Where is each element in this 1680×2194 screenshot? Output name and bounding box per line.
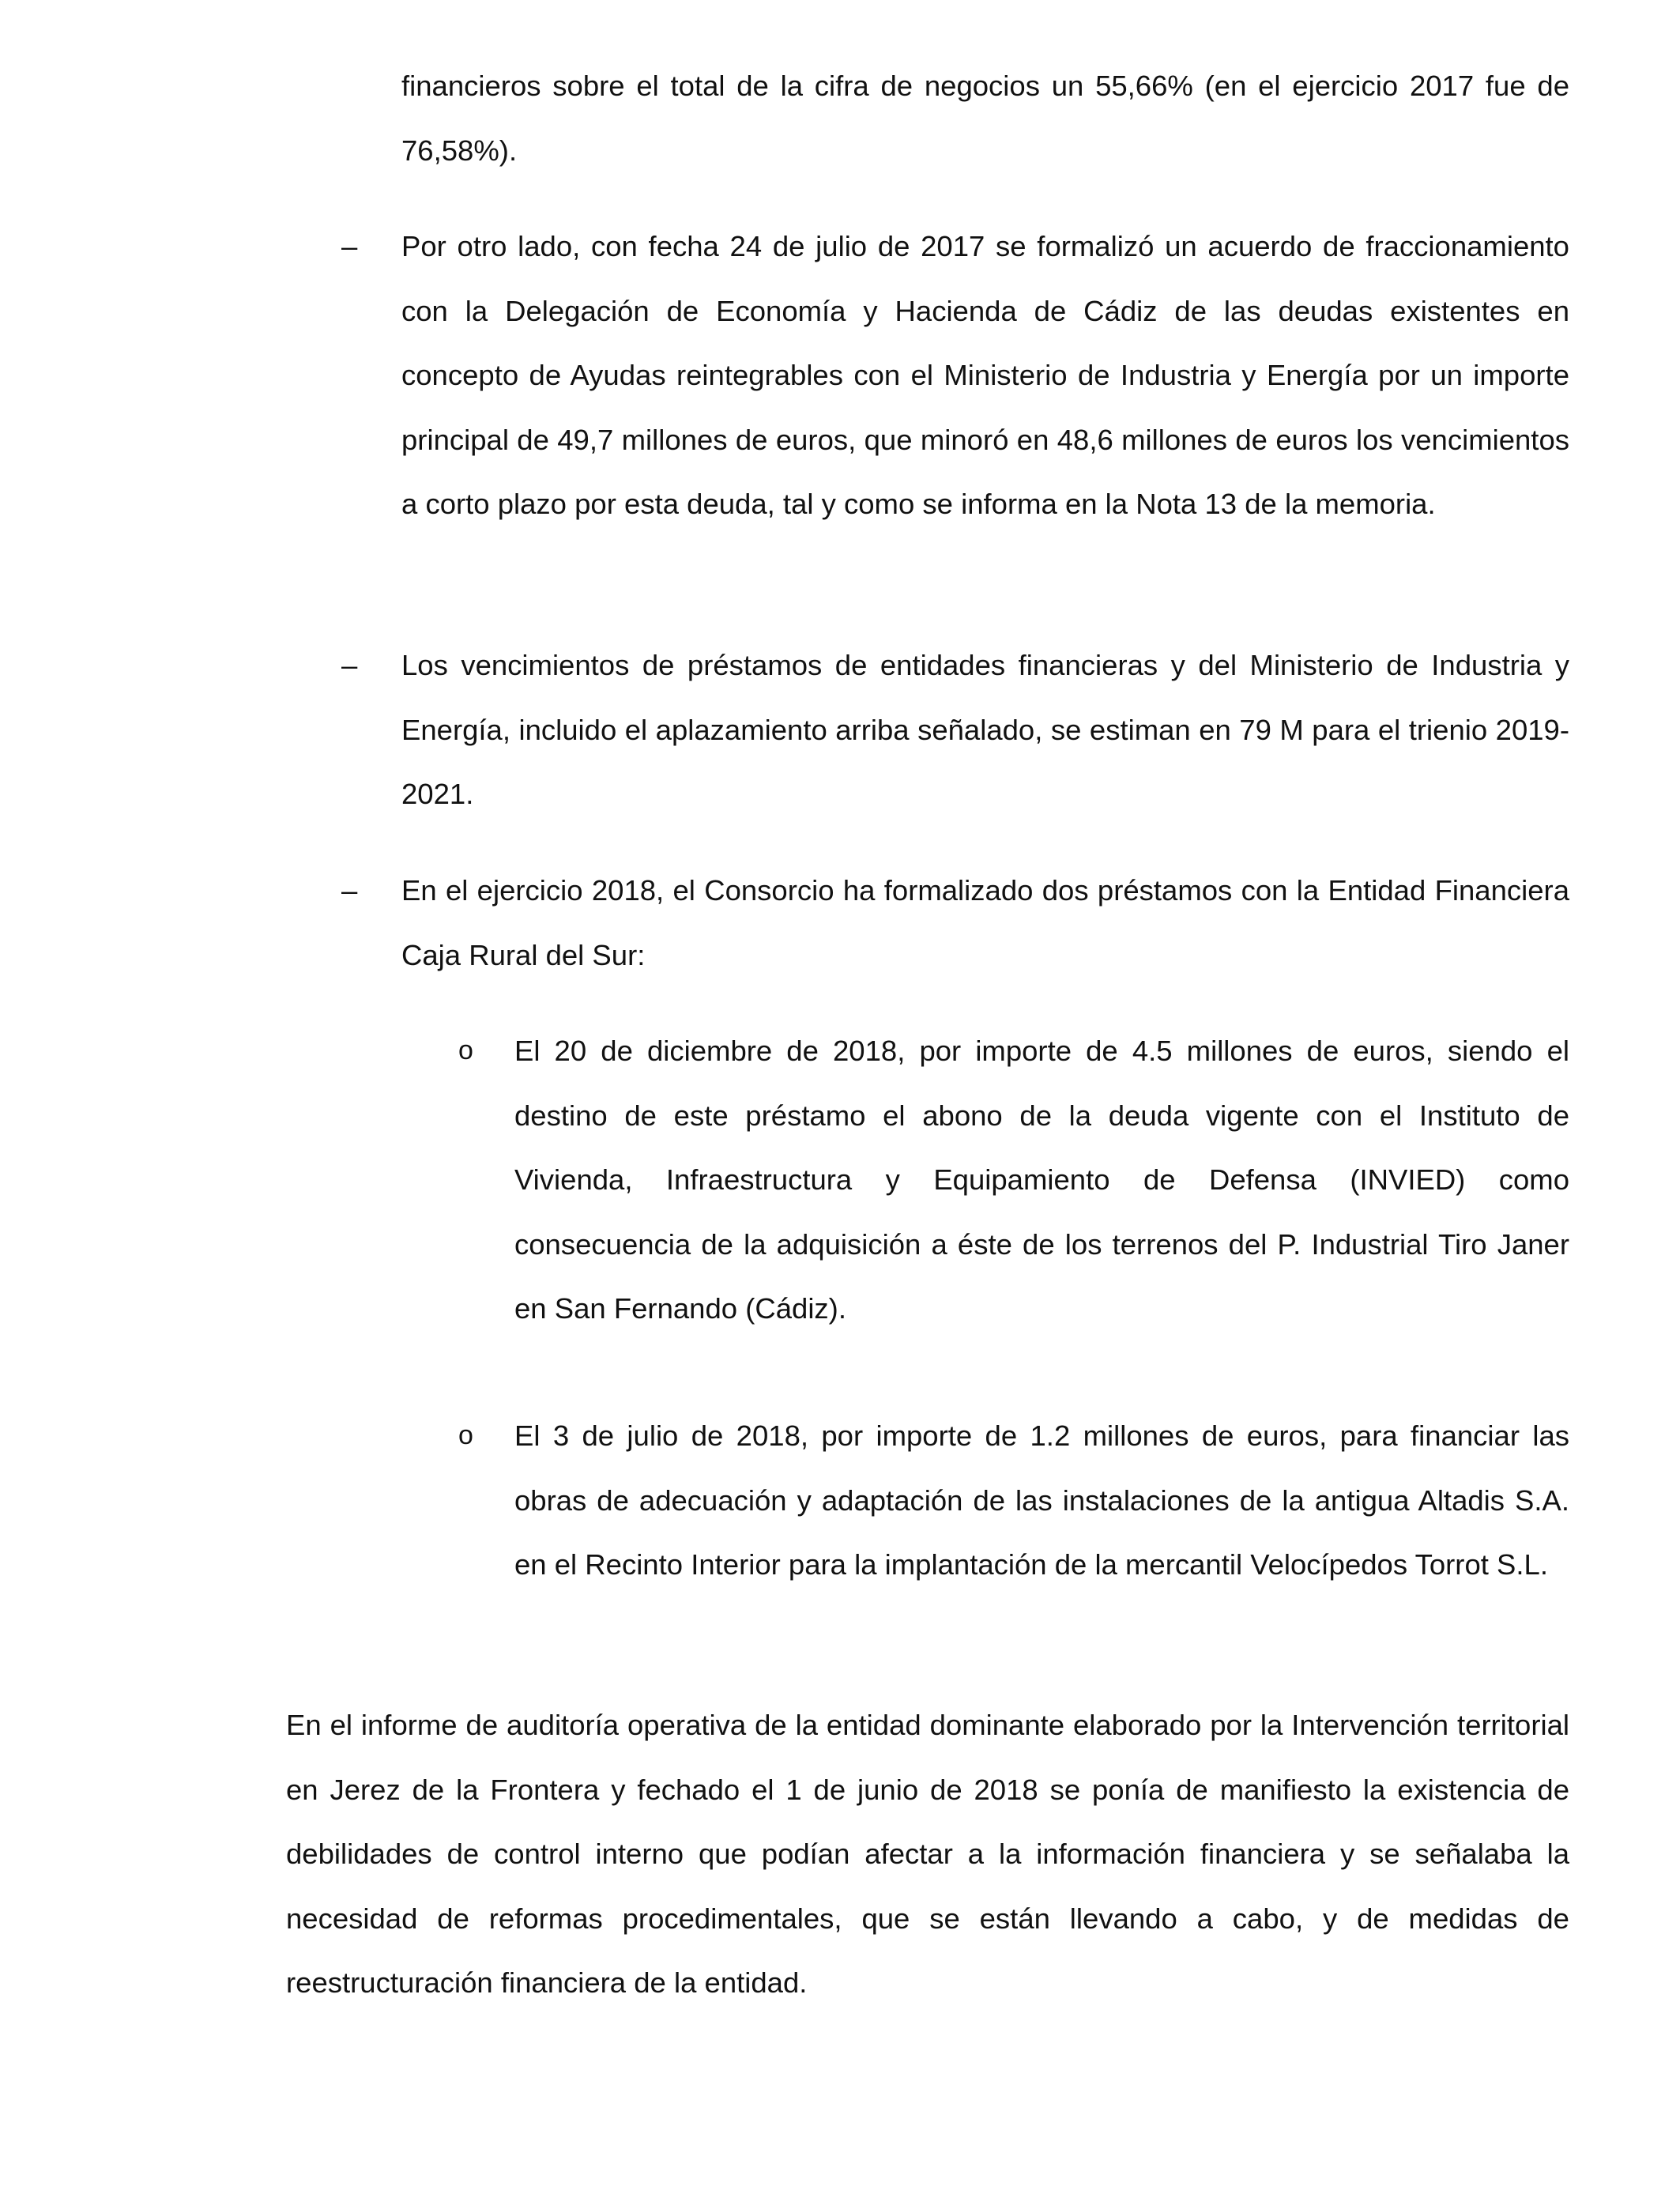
dash-bullet-marker: –	[341, 230, 358, 262]
circle-bullet-marker: o	[458, 1035, 473, 1065]
dash-bullet-marker: –	[341, 874, 358, 907]
circle-bullet-marker: o	[458, 1420, 473, 1450]
list-item: Los vencimientos de préstamos de entidades financieras y del Ministerio de Industria y Energía, incluido el aplazamiento arriba señalado, se estiman en 79 M para el trienio 2019-2021.	[401, 649, 1569, 810]
dash-bullet-marker: –	[341, 649, 358, 681]
closing-paragraph: En el informe de auditoría operativa de la entidad dominante elaborado por la Intervención territorial en Jerez de la Frontera y fechado el 1 de junio de 2018 se ponía de manifiesto la existencia de debilidades de control interno que podían afectar a la información financiera y se señalaba la necesidad de reformas procedimentales, que se están llevando a cabo, y de medidas de reestructuración financiera de la entidad.	[286, 1709, 1569, 1999]
sub-list-item: El 20 de diciembre de 2018, por importe de 4.5 millones de euros, siendo el destino de este préstamo el abono de la deuda vigente con el Instituto de Vivienda, Infraestructura y Equipamiento de Defensa (INVIED) como consecuencia de la adquisición a éste de los terrenos del P. Industrial Tiro Janer en San Fernando (Cádiz).	[514, 1035, 1569, 1325]
intro-continuation-paragraph: financieros sobre el total de la cifra de negocios un 55,66% (en el ejercicio 2017 fue de 76,58%).	[401, 70, 1569, 167]
list-item: En el ejercicio 2018, el Consorcio ha formalizado dos préstamos con la Entidad Financiera Caja Rural del Sur:	[401, 874, 1569, 971]
list-item: Por otro lado, con fecha 24 de julio de 2017 se formalizó un acuerdo de fraccionamiento con la Delegación de Economía y Hacienda de Cádiz de las deudas existentes en concepto de Ayudas reintegrables con el Ministerio de Industria y Energía por un importe principal de 49,7 millones de euros, que minoró en 48,6 millones de euros los vencimientos a corto plazo por esta deuda, tal y como se informa en la Nota 13 de la memoria.	[401, 230, 1569, 520]
sub-list-item: El 3 de julio de 2018, por importe de 1.2 millones de euros, para financiar las obras de adecuación y adaptación de las instalaciones de la antigua Altadis S.A. en el Recinto Interior para la implantación de la mercantil Velocípedos Torrot S.L.	[514, 1419, 1569, 1581]
